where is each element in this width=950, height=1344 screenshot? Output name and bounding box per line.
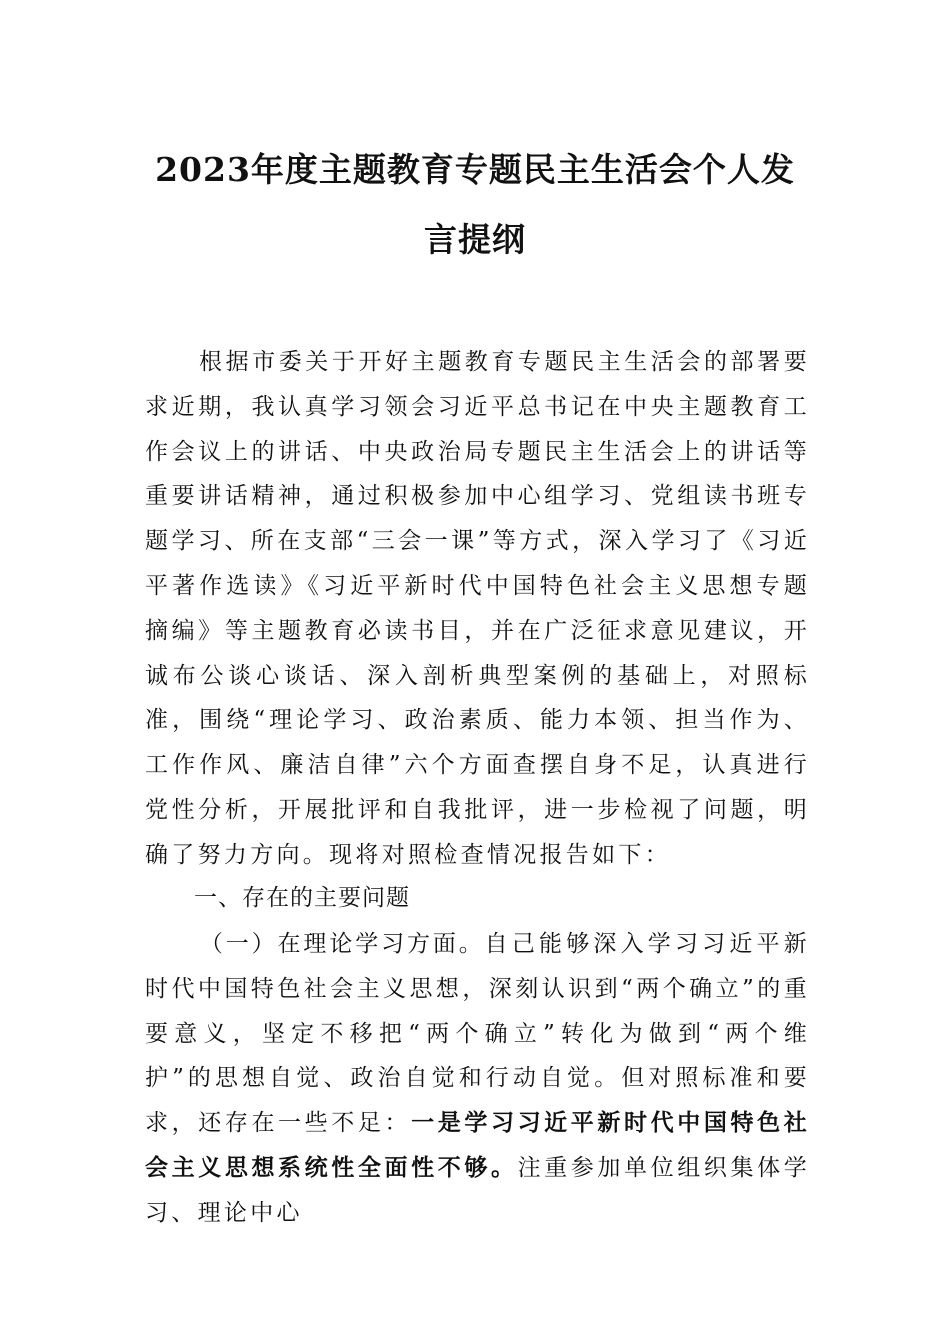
theory-study-paragraph bbox=[145, 922, 810, 1236]
subsection-heading-theory-study: （一）在理论学习方面。 bbox=[199, 931, 485, 957]
theory-study-bold-point: 一是学习习近平新时代中国特色社会主义思想系统性全面性不够。 bbox=[145, 1109, 810, 1181]
theory-study-text: 自己能够深入学习习近平新时代中国特色社会主义思想，深刻认识到“两个确立”的重要意义，坚定不移把“两个确立”转化为做到“两个维护”的思想自觉、政治自觉和行动自觉。但对照标准和要求，还存在一些不足： bbox=[145, 931, 810, 1137]
section-heading-main-problems: 一、存在的主要问题 bbox=[194, 885, 410, 911]
intro-paragraph: 根据市委关于开好主题教育专题民主生活会的部署要求近期，我认真学习领会习近平总书记在中央主题教育工作会议上的讲话、中央政治局专题民主生活会上的讲话等重要讲话精神，通过积极参加中心组学习、党组读书班专题学习、所在支部“三会一课”等方式，深入学习了《习近平著作选读》《习近平新时代中国特色社会主义思想专题摘编》等主题教育必读书目，并在广泛征求意见建议，开诚布公谈心谈话、深入剖析典型案例的基础上，对照标准，围绕“理论学习、政治素质、能力本领、担当作为、工作作风、廉洁自律”六个方面查摆自身不足，认真进行党性分析，开展批评和自我批评，进一步检视了问题，明确了努力方向。现将对照检查情况报告如下： bbox=[145, 349, 810, 868]
document-title-line-1: 2023年度主题教育专题民主生活会个人发 bbox=[155, 150, 795, 189]
document-title-line-2: 言提纲 bbox=[424, 220, 526, 259]
theory-study-continuation: 注重参加单位组织集体学习、理论中心 bbox=[145, 1154, 810, 1226]
